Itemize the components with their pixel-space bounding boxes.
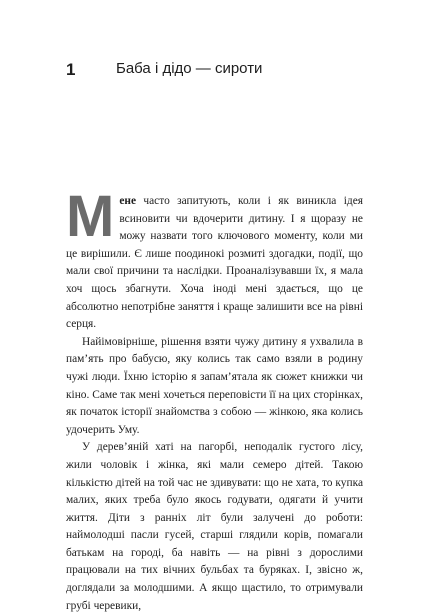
drop-cap: М bbox=[66, 184, 115, 249]
chapter-heading bbox=[66, 60, 385, 84]
paragraph-2: Найімовірніше, рішення взяти чужу дитину я ухвалила в пам’ять про бабусю, яку колись так само взяли в родину чужі люди. Їхню історію я запам’ятала як сюжет книжки чи кіно. Саме так мені хочеться переповісти її на цих сторінках, як початок історії знайомства з собою — жінкою, яка колись удочерить Уму. bbox=[66, 335, 363, 436]
chapter-title: Баба і дідо — сироти bbox=[116, 60, 263, 77]
body-text bbox=[66, 184, 363, 615]
lead-in-text: ене bbox=[119, 195, 137, 207]
chapter-number: 1 bbox=[66, 60, 76, 79]
paragraph-3: У дерев’яній хаті на пагорбі, неподалік густого лісу, жили чоловік і жінка, які мали семеро дітей. Такою кількістю дітей на той час не здивувати: що не хата, то купка малих, яких треба було якось годувати, одягати й учити життя. Діти з ранніх літ були залучені до роботи: наймолодші пасли гусей, старші глядили корів, помагали батькам на городі, ба навіть — на рівні з дорослими працювали на тих вічних бульбах та буряках. І, звісно ж, доглядали за молодшими. А якщо щастило, то отримували грубі черевики, bbox=[66, 441, 363, 612]
paragraph-1-text: часто запитують, коли і як виникла ідея всиновити чи вдочерити дитину. І я щоразу не можу назвати того ключового моменту, коли ми це вирішили. Є лише поодинокі розмиті здогадки, події, що мали свої причини та наслідки. Проаналізувавши їх, я мала хоч щось збагнути. Хоча іноді мені здається, що це абсолютно непотрібне заняття і краще залишити все на рівні серця. bbox=[66, 195, 363, 331]
paragraph-1 bbox=[66, 184, 363, 334]
